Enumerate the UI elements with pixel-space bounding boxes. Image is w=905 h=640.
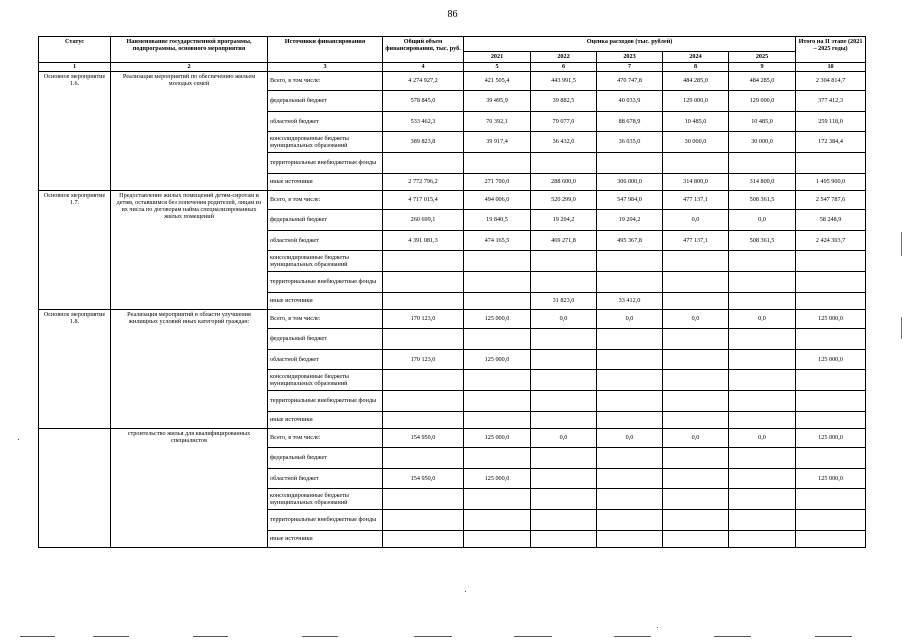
- amount-cell: [796, 251, 866, 272]
- amount-cell: [464, 251, 531, 272]
- table-row: [39, 429, 866, 448]
- funding-source-cell: Всего, в том числе:: [268, 429, 383, 448]
- funding-source-cell: областной бюджет: [268, 112, 383, 132]
- amount-cell: 547 984,0: [597, 191, 663, 210]
- amount-cell: [383, 412, 464, 429]
- amount-cell: [597, 391, 663, 412]
- funding-source-cell: иные источники: [268, 531, 383, 548]
- amount-cell: [663, 329, 729, 350]
- column-number: 7: [597, 63, 663, 72]
- amount-cell: 474 165,5: [464, 231, 531, 251]
- amount-cell: [796, 293, 866, 310]
- amount-cell: 484 285,0: [663, 72, 729, 91]
- amount-cell: 70 392,1: [464, 112, 531, 132]
- amount-cell: 484 285,0: [729, 72, 796, 91]
- amount-cell: 2 772 796,2: [383, 174, 464, 191]
- amount-cell: [796, 448, 866, 469]
- table-row: [39, 191, 866, 210]
- header-year: 2023: [597, 52, 663, 63]
- amount-cell: 0,0: [597, 429, 663, 448]
- amount-cell: 125 000,0: [796, 469, 866, 489]
- amount-cell: 314 800,0: [663, 174, 729, 191]
- amount-cell: 2 304 814,7: [796, 72, 866, 91]
- amount-cell: [597, 329, 663, 350]
- amount-cell: 4 717 015,4: [383, 191, 464, 210]
- amount-cell: [729, 391, 796, 412]
- amount-cell: 30 000,0: [729, 132, 796, 153]
- amount-cell: 125 000,0: [464, 350, 531, 370]
- amount-cell: [531, 370, 597, 391]
- amount-cell: 0,0: [663, 429, 729, 448]
- amount-cell: 125 000,0: [464, 310, 531, 329]
- amount-cell: [531, 510, 597, 531]
- program-name-cell: Предоставление жилых помещений детям-сиротам и детям, оставшимся без попечения родителей, лицам из их числа по договорам найма специализированных жилых помещений: [111, 191, 268, 310]
- amount-cell: 477 137,1: [663, 191, 729, 210]
- amount-cell: 79 077,0: [531, 112, 597, 132]
- amount-cell: [663, 391, 729, 412]
- amount-cell: [729, 329, 796, 350]
- amount-cell: [663, 350, 729, 370]
- amount-cell: [531, 251, 597, 272]
- amount-cell: [597, 350, 663, 370]
- amount-cell: [464, 329, 531, 350]
- amount-cell: 377 412,3: [796, 91, 866, 112]
- amount-cell: [663, 272, 729, 293]
- amount-cell: 271 700,0: [464, 174, 531, 191]
- amount-cell: [531, 153, 597, 174]
- amount-cell: 260 699,1: [383, 210, 464, 231]
- amount-cell: [796, 531, 866, 548]
- column-number: 9: [729, 63, 796, 72]
- header-source: Источники финансирования: [268, 37, 383, 63]
- amount-cell: [464, 391, 531, 412]
- status-cell: Основное мероприятие 1.6.: [39, 72, 111, 191]
- header-program: Наименование государственной программы, подпрограммы, основного мероприятия: [111, 37, 268, 63]
- amount-cell: [796, 370, 866, 391]
- amount-cell: 520 299,0: [531, 191, 597, 210]
- table-row: [39, 72, 866, 91]
- header-year: 2024: [663, 52, 729, 63]
- financing-table: [38, 36, 866, 548]
- amount-cell: 125 000,0: [796, 429, 866, 448]
- amount-cell: [383, 370, 464, 391]
- table-row: [39, 310, 866, 329]
- amount-cell: [796, 329, 866, 350]
- funding-source-cell: консолидированные бюджеты муниципальных образований: [268, 251, 383, 272]
- status-cell: Основное мероприятие 1.7.: [39, 191, 111, 310]
- amount-cell: 30 000,0: [663, 132, 729, 153]
- amount-cell: [383, 391, 464, 412]
- status-cell: Основное мероприятие 1.8.: [39, 310, 111, 429]
- amount-cell: 0,0: [663, 210, 729, 231]
- amount-cell: [597, 153, 663, 174]
- amount-cell: [663, 531, 729, 548]
- amount-cell: [597, 370, 663, 391]
- funding-source-cell: Всего, в том числе:: [268, 72, 383, 91]
- amount-cell: 4 274 927,2: [383, 72, 464, 91]
- amount-cell: 2 424 303,7: [796, 231, 866, 251]
- amount-cell: [796, 412, 866, 429]
- amount-cell: 40 033,9: [597, 91, 663, 112]
- amount-cell: 306 000,0: [597, 174, 663, 191]
- amount-cell: 2 547 787,6: [796, 191, 866, 210]
- column-number: 4: [383, 63, 464, 72]
- amount-cell: 125 000,0: [464, 429, 531, 448]
- amount-cell: [531, 448, 597, 469]
- amount-cell: 443 991,5: [531, 72, 597, 91]
- amount-cell: [531, 489, 597, 510]
- funding-source-cell: территориальные внебюджетные фонды: [268, 391, 383, 412]
- amount-cell: [729, 272, 796, 293]
- amount-cell: 0,0: [729, 310, 796, 329]
- amount-cell: 508 361,5: [729, 231, 796, 251]
- amount-cell: 0,0: [597, 310, 663, 329]
- funding-source-cell: консолидированные бюджеты муниципальных образований: [268, 489, 383, 510]
- amount-cell: 39 495,9: [464, 91, 531, 112]
- amount-cell: [729, 370, 796, 391]
- amount-cell: 508 361,5: [729, 191, 796, 210]
- header-year: 2022: [531, 52, 597, 63]
- funding-source-cell: иные источники: [268, 174, 383, 191]
- header-status: Статус: [39, 37, 111, 63]
- amount-cell: [531, 272, 597, 293]
- amount-cell: 288 600,0: [531, 174, 597, 191]
- header-year: 2021: [464, 52, 531, 63]
- funding-source-cell: областной бюджет: [268, 469, 383, 489]
- amount-cell: [531, 329, 597, 350]
- amount-cell: [663, 448, 729, 469]
- amount-cell: 578 845,0: [383, 91, 464, 112]
- funding-source-cell: федеральный бюджет: [268, 91, 383, 112]
- amount-cell: 154 950,0: [383, 429, 464, 448]
- amount-cell: 19 840,5: [464, 210, 531, 231]
- funding-source-cell: федеральный бюджет: [268, 329, 383, 350]
- header-stage-total: Итого на II этапе (2021 – 2025 годы): [796, 37, 866, 63]
- amount-cell: [729, 251, 796, 272]
- amount-cell: [597, 489, 663, 510]
- funding-source-cell: территориальные внебюджетные фонды: [268, 510, 383, 531]
- funding-source-cell: федеральный бюджет: [268, 448, 383, 469]
- amount-cell: [464, 153, 531, 174]
- funding-source-cell: областной бюджет: [268, 350, 383, 370]
- amount-cell: [729, 153, 796, 174]
- amount-cell: [383, 293, 464, 310]
- amount-cell: 10 485,0: [663, 112, 729, 132]
- amount-cell: [597, 531, 663, 548]
- amount-cell: [663, 370, 729, 391]
- amount-cell: [597, 412, 663, 429]
- amount-cell: 88 678,9: [597, 112, 663, 132]
- amount-cell: 36 035,0: [597, 132, 663, 153]
- amount-cell: 36 432,0: [531, 132, 597, 153]
- amount-cell: [796, 391, 866, 412]
- amount-cell: 10 485,0: [729, 112, 796, 132]
- funding-source-cell: иные источники: [268, 412, 383, 429]
- column-number: 1: [39, 63, 111, 72]
- amount-cell: [729, 448, 796, 469]
- amount-cell: [663, 510, 729, 531]
- amount-cell: [597, 251, 663, 272]
- amount-cell: [383, 531, 464, 548]
- funding-source-cell: иные источники: [268, 293, 383, 310]
- amount-cell: 470 747,8: [597, 72, 663, 91]
- amount-cell: [383, 448, 464, 469]
- amount-cell: 125 000,0: [464, 469, 531, 489]
- amount-cell: [383, 329, 464, 350]
- amount-cell: [597, 448, 663, 469]
- bottom-scan-lines: [0, 636, 905, 637]
- amount-cell: [464, 510, 531, 531]
- amount-cell: 4 391 081,3: [383, 231, 464, 251]
- amount-cell: [531, 469, 597, 489]
- program-name-cell: Реализация мероприятий по обеспечению жильем молодых семей: [111, 72, 268, 191]
- amount-cell: 154 950,0: [383, 469, 464, 489]
- funding-source-cell: консолидированные бюджеты муниципальных образований: [268, 132, 383, 153]
- amount-cell: [464, 448, 531, 469]
- funding-source-cell: Всего, в том числе:: [268, 310, 383, 329]
- amount-cell: 125 000,0: [796, 310, 866, 329]
- header-total: Общий объем финансирования, тыс. руб.: [383, 37, 464, 63]
- header-year: 2025: [729, 52, 796, 63]
- amount-cell: 469 271,8: [531, 231, 597, 251]
- funding-source-cell: Всего, в том числе:: [268, 191, 383, 210]
- amount-cell: [464, 412, 531, 429]
- column-number: 6: [531, 63, 597, 72]
- amount-cell: 125 000,0: [796, 350, 866, 370]
- amount-cell: [464, 370, 531, 391]
- header-estimate: Оценка расходов (тыс. рублей): [464, 37, 796, 52]
- amount-cell: [663, 469, 729, 489]
- amount-cell: 170 123,0: [383, 350, 464, 370]
- amount-cell: 19 204,2: [531, 210, 597, 231]
- amount-cell: [531, 391, 597, 412]
- amount-cell: [663, 489, 729, 510]
- amount-cell: 389 823,8: [383, 132, 464, 153]
- amount-cell: [464, 531, 531, 548]
- amount-cell: [796, 489, 866, 510]
- status-cell: [39, 429, 111, 548]
- amount-cell: 421 505,4: [464, 72, 531, 91]
- amount-cell: 19 204,2: [597, 210, 663, 231]
- column-number: 10: [796, 63, 866, 72]
- amount-cell: 259 118,0: [796, 112, 866, 132]
- amount-cell: [729, 531, 796, 548]
- amount-cell: [729, 469, 796, 489]
- column-number: 2: [111, 63, 268, 72]
- amount-cell: 170 123,0: [383, 310, 464, 329]
- amount-cell: [464, 489, 531, 510]
- amount-cell: [464, 293, 531, 310]
- amount-cell: 31 823,0: [531, 293, 597, 310]
- amount-cell: [663, 412, 729, 429]
- funding-source-cell: территориальные внебюджетные фонды: [268, 153, 383, 174]
- amount-cell: 172 384,4: [796, 132, 866, 153]
- page-number: 86: [447, 9, 458, 20]
- amount-cell: [796, 153, 866, 174]
- amount-cell: [597, 469, 663, 489]
- amount-cell: [663, 153, 729, 174]
- amount-cell: 39 882,5: [531, 91, 597, 112]
- amount-cell: [383, 489, 464, 510]
- amount-cell: [729, 293, 796, 310]
- amount-cell: [531, 531, 597, 548]
- amount-cell: [663, 293, 729, 310]
- amount-cell: [383, 153, 464, 174]
- amount-cell: [729, 510, 796, 531]
- column-number: 8: [663, 63, 729, 72]
- amount-cell: 0,0: [729, 429, 796, 448]
- amount-cell: [531, 350, 597, 370]
- amount-cell: 58 248,9: [796, 210, 866, 231]
- amount-cell: 477 137,1: [663, 231, 729, 251]
- amount-cell: [796, 510, 866, 531]
- amount-cell: 0,0: [663, 310, 729, 329]
- amount-cell: [383, 251, 464, 272]
- amount-cell: [729, 489, 796, 510]
- amount-cell: [729, 350, 796, 370]
- amount-cell: 129 000,0: [729, 91, 796, 112]
- program-name-cell: строительство жилья для квалифицированных специалистов: [111, 429, 268, 548]
- funding-source-cell: федеральный бюджет: [268, 210, 383, 231]
- amount-cell: [663, 251, 729, 272]
- amount-cell: [796, 272, 866, 293]
- funding-source-cell: областной бюджет: [268, 231, 383, 251]
- amount-cell: [729, 412, 796, 429]
- amount-cell: 0,0: [531, 429, 597, 448]
- amount-cell: 494 006,0: [464, 191, 531, 210]
- amount-cell: 129 000,0: [663, 91, 729, 112]
- column-number: 3: [268, 63, 383, 72]
- amount-cell: [464, 272, 531, 293]
- funding-source-cell: консолидированные бюджеты муниципальных образований: [268, 370, 383, 391]
- column-number: 5: [464, 63, 531, 72]
- amount-cell: [597, 510, 663, 531]
- amount-cell: 39 917,4: [464, 132, 531, 153]
- amount-cell: 0,0: [531, 310, 597, 329]
- amount-cell: [383, 510, 464, 531]
- amount-cell: [597, 272, 663, 293]
- amount-cell: 1 495 900,0: [796, 174, 866, 191]
- amount-cell: [531, 412, 597, 429]
- amount-cell: 533 462,3: [383, 112, 464, 132]
- program-name-cell: Реализация мероприятий в области улучшения жилищных условий иных категорий граждан:: [111, 310, 268, 429]
- amount-cell: [383, 272, 464, 293]
- amount-cell: 0,0: [729, 210, 796, 231]
- amount-cell: 314 800,0: [729, 174, 796, 191]
- funding-source-cell: территориальные внебюджетные фонды: [268, 272, 383, 293]
- amount-cell: 495 367,8: [597, 231, 663, 251]
- amount-cell: 33 412,0: [597, 293, 663, 310]
